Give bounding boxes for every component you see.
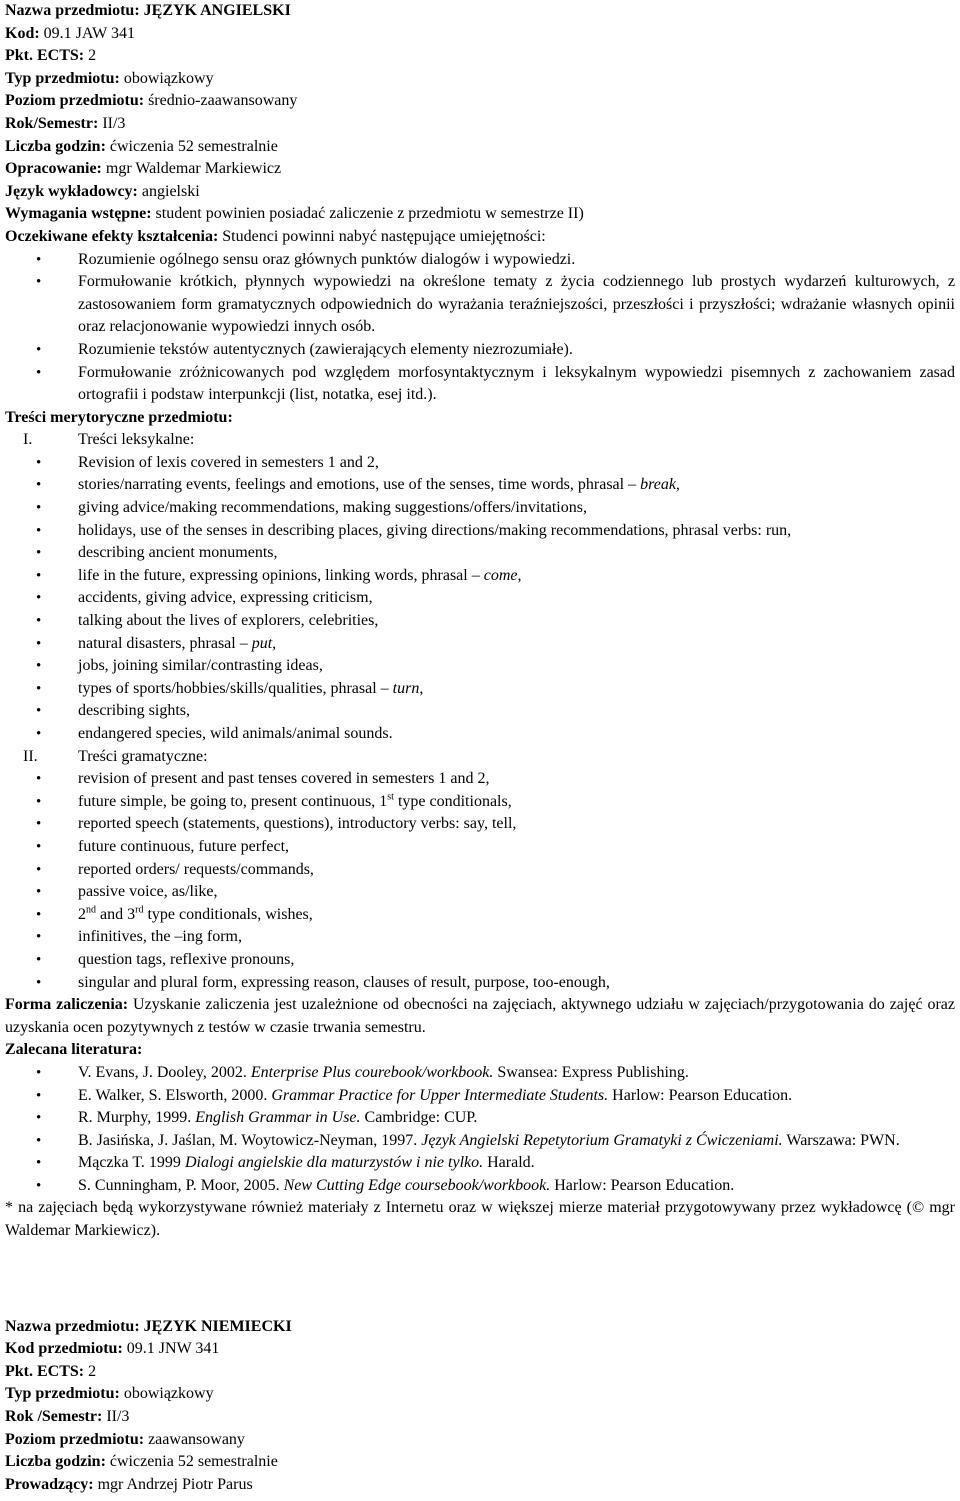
item-text: and 3: [96, 905, 136, 923]
author-row: [5, 158, 955, 181]
type-row: [5, 1383, 955, 1406]
ects-value: 2: [88, 47, 97, 65]
course-code-row: [5, 23, 955, 46]
item-text: S. Cunningham, P. Moor, 2005.: [78, 1176, 284, 1194]
list-item: [5, 1152, 955, 1175]
assessment-paragraph: [5, 994, 955, 1039]
item-text: type conditionals, wishes,: [143, 905, 313, 923]
list-item: • holidays, use of the senses in describing places, giving directions/making recommendations, phrasal verbs: run,: [5, 520, 955, 543]
list-item: [5, 678, 955, 701]
lexical-heading: [5, 429, 955, 452]
course-code-label: Kod przedmiotu:: [5, 1340, 123, 1358]
outcomes-value: Studenci powinni nabyć następujące umiejętności:: [222, 227, 546, 245]
list-item: • describing ancient monuments,: [5, 542, 955, 565]
course-code-value: 09.1 JAW 341: [43, 24, 135, 42]
list-item: [5, 1062, 955, 1085]
item-text: Warszawa: PWN.: [782, 1131, 900, 1149]
item-text: ,: [419, 679, 424, 697]
literature-label: Zalecana literatura:: [5, 1041, 143, 1059]
ects-label: Pkt. ECTS:: [5, 1362, 85, 1380]
list-item: [5, 474, 955, 497]
item-text: Swansea: Express Publishing.: [493, 1063, 689, 1081]
list-item: [5, 904, 955, 927]
course-code-label: Kod:: [5, 24, 40, 42]
lecturer-row: [5, 1474, 955, 1497]
author-label: Opracowanie:: [5, 160, 102, 178]
lexical-list: [5, 452, 955, 746]
item-text: 2: [78, 905, 86, 923]
list-item: • question tags, reflexive pronouns,: [5, 949, 955, 972]
superscript: rd: [135, 904, 144, 916]
list-item: • future continuous, future perfect,: [5, 836, 955, 859]
section-title: Treści gramatyczne:: [78, 747, 208, 765]
year-value: II/3: [106, 1408, 130, 1426]
item-text: types of sports/hobbies/skills/qualities, phrasal –: [78, 679, 393, 697]
year-label: Rok/Semestr:: [5, 114, 99, 132]
list-item: • Formułowanie zróżnicowanych pod względem morfosyntaktycznym i leksykalnym wypowiedzi pisemnych z zachowaniem zasad ortografii i podstaw interpunkcji (list, notatka, esej itd.).: [5, 362, 955, 407]
item-text: B. Jasińska, J. Jaślan, M. Woytowicz-Neyman, 1997.: [78, 1131, 422, 1149]
year-value: II/3: [102, 114, 126, 132]
list-item: • jobs, joining similar/contrasting ideas,: [5, 655, 955, 678]
item-text: Harlow: Pearson Education.: [608, 1086, 793, 1104]
item-italic: Enterprise Plus courebook/workbook.: [250, 1063, 494, 1081]
assessment-label: Forma zaliczenia:: [5, 996, 129, 1014]
list-item: • talking about the lives of explorers, celebrities,: [5, 610, 955, 633]
course-name-row: [5, 1316, 955, 1339]
hours-row: [5, 136, 955, 159]
item-text: Cambridge: CUP.: [360, 1109, 478, 1127]
literature-list: [5, 1062, 955, 1198]
item-text: type conditionals,: [393, 792, 512, 810]
type-label: Typ przedmiotu:: [5, 1385, 120, 1403]
grammar-heading: [5, 746, 955, 769]
course-name-value: JĘZYK ANGIELSKI: [143, 2, 291, 19]
hours-value: ćwiczenia 52 semestralnie: [109, 1453, 278, 1471]
content-heading: [5, 407, 955, 430]
type-value: obowiązkowy: [123, 1385, 214, 1403]
hours-label: Liczba godzin:: [5, 137, 106, 155]
list-item: • passive voice, as/like,: [5, 881, 955, 904]
item-text: Harald.: [483, 1154, 535, 1172]
language-label: Język wykładowcy:: [5, 182, 138, 200]
hours-row: [5, 1451, 955, 1474]
item-text: stories/narrating events, feelings and emotions, use of the senses, time words, phrasal –: [78, 476, 641, 494]
requirements-row: [5, 203, 955, 226]
type-row: [5, 68, 955, 91]
language-value: angielski: [141, 182, 200, 200]
list-item: [5, 1130, 955, 1153]
outcomes-row: [5, 226, 955, 249]
ects-label: Pkt. ECTS:: [5, 47, 85, 65]
type-label: Typ przedmiotu:: [5, 69, 120, 87]
item-italic: English Grammar in Use.: [195, 1109, 361, 1127]
superscript: nd: [86, 904, 96, 916]
footnote: * na zajęciach będą wykorzystywane również materiały z Internetu oraz w większej mierze materiał przygotowywany przez wykładowcę (© mgr Waldemar Markiewicz).: [5, 1199, 955, 1240]
year-row: [5, 1406, 955, 1429]
year-label: Rok /Semestr:: [5, 1408, 103, 1426]
course-code-value: 09.1 JNW 341: [126, 1340, 220, 1358]
assessment-value: Uzyskanie zaliczenia jest uzależnione od obecności na zajęciach, aktywnego udziału w zajęciach/przygotowania do zajęć oraz uzyskania ocen pozytywnych z testów w czasie trwania semestru.: [5, 996, 956, 1036]
item-italic: turn: [392, 679, 420, 697]
content-label: Treści merytoryczne przedmiotu:: [5, 408, 233, 426]
literature-heading: [5, 1039, 955, 1062]
list-item: • Revision of lexis covered in semesters 1 and 2,: [5, 452, 955, 475]
hours-value: ćwiczenia 52 semestralnie: [109, 137, 278, 155]
type-value: obowiązkowy: [123, 69, 214, 87]
list-item: • reported speech (statements, questions), introductory verbs: say, tell,: [5, 813, 955, 836]
item-italic: put,: [251, 634, 277, 652]
item-italic: come,: [483, 566, 522, 584]
course-header-german: [5, 1316, 955, 1497]
level-value: średnio-zaawansowany: [148, 92, 298, 110]
course-code-row: [5, 1338, 955, 1361]
ects-row: [5, 45, 955, 68]
item-text: Mączka T. 1999: [78, 1154, 185, 1172]
language-row: [5, 181, 955, 204]
level-row: [5, 90, 955, 113]
ects-row: [5, 1361, 955, 1384]
list-item: [5, 1175, 955, 1198]
item-text: E. Walker, S. Elsworth, 2000.: [78, 1086, 272, 1104]
requirements-label: Wymagania wstępne:: [5, 205, 152, 223]
level-row: [5, 1429, 955, 1452]
list-item: • singular and plural form, expressing reason, clauses of result, purpose, too-enough,: [5, 972, 955, 995]
section-number: I.: [23, 431, 33, 449]
level-label: Poziom przedmiotu:: [5, 1430, 145, 1448]
outcomes-list: [5, 249, 955, 407]
hours-label: Liczba godzin:: [5, 1453, 106, 1471]
list-item: [5, 1107, 955, 1130]
item-italic: Język Angielski Repetytorium Gramatyki z Ćwiczeniami.: [421, 1131, 783, 1149]
level-label: Poziom przedmiotu:: [5, 92, 145, 110]
list-item: • endangered species, wild animals/animal sounds.: [5, 723, 955, 746]
list-item: • accidents, giving advice, expressing criticism,: [5, 587, 955, 610]
list-item: • infinitives, the –ing form,: [5, 926, 955, 949]
list-item: • Rozumienie ogólnego sensu oraz głównych punktów dialogów i wypowiedzi.: [5, 249, 955, 272]
year-row: [5, 113, 955, 136]
level-value: zaawansowany: [148, 1430, 245, 1448]
item-text: R. Murphy, 1999.: [78, 1109, 196, 1127]
list-item: [5, 1085, 955, 1108]
item-italic: break,: [640, 476, 680, 494]
list-item: • giving advice/making recommendations, making suggestions/offers/invitations,: [5, 497, 955, 520]
list-item: [5, 633, 955, 656]
list-item: [5, 791, 955, 814]
item-text: Harlow: Pearson Education.: [550, 1176, 735, 1194]
section-number: II.: [23, 747, 38, 765]
list-item: • Formułowanie krótkich, płynnych wypowiedzi na określone tematy z życia codziennego lub prostych wydarzeń kulturowych, z zastosowaniem form gramatycznych odpowiednich do wyrażania teraźniejszości, przeszłości i przyszłości; wdrażanie własnych opinii oraz relacjonowanie wypowiedzi innych osób.: [5, 271, 955, 339]
item-italic: Grammar Practice for Upper Intermediate Students.: [271, 1086, 609, 1104]
list-item: • reported orders/ requests/commands,: [5, 859, 955, 882]
item-text: natural disasters, phrasal –: [78, 634, 252, 652]
course-name-label: Nazwa przedmiotu:: [5, 2, 140, 19]
list-item: • describing sights,: [5, 700, 955, 723]
section-gap: [5, 1243, 955, 1316]
list-item: • revision of present and past tenses covered in semesters 1 and 2,: [5, 768, 955, 791]
superscript: st: [387, 791, 394, 803]
item-text: V. Evans, J. Dooley, 2002.: [78, 1063, 251, 1081]
requirements-value: student powinien posiadać zaliczenie z przedmiotu w semestrze II): [155, 205, 584, 223]
course-header-english: [5, 0, 955, 249]
list-item: [5, 565, 955, 588]
section-title: Treści leksykalne:: [78, 431, 195, 449]
course-name-row: [5, 0, 955, 23]
outcomes-label: Oczekiwane efekty kształcenia:: [5, 227, 219, 245]
grammar-list: [5, 768, 955, 994]
item-text: future simple, be going to, present continuous, 1: [78, 792, 388, 810]
item-italic: Dialogi angielskie dla maturzystów i nie tylko.: [184, 1154, 484, 1172]
item-text: life in the future, expressing opinions, linking words, phrasal –: [78, 566, 484, 584]
lecturer-value: mgr Andrzej Piotr Parus: [97, 1475, 253, 1493]
author-value: mgr Waldemar Markiewicz: [105, 160, 282, 178]
course-name-value: JĘZYK NIEMIECKI: [143, 1317, 292, 1335]
list-item: • Rozumienie tekstów autentycznych (zawierających elementy niezrozumiałe).: [5, 339, 955, 362]
item-italic: New Cutting Edge coursebook/workbook.: [283, 1176, 551, 1194]
course-name-label: Nazwa przedmiotu:: [5, 1317, 140, 1335]
ects-value: 2: [88, 1362, 97, 1380]
lecturer-label: Prowadzący:: [5, 1475, 94, 1493]
